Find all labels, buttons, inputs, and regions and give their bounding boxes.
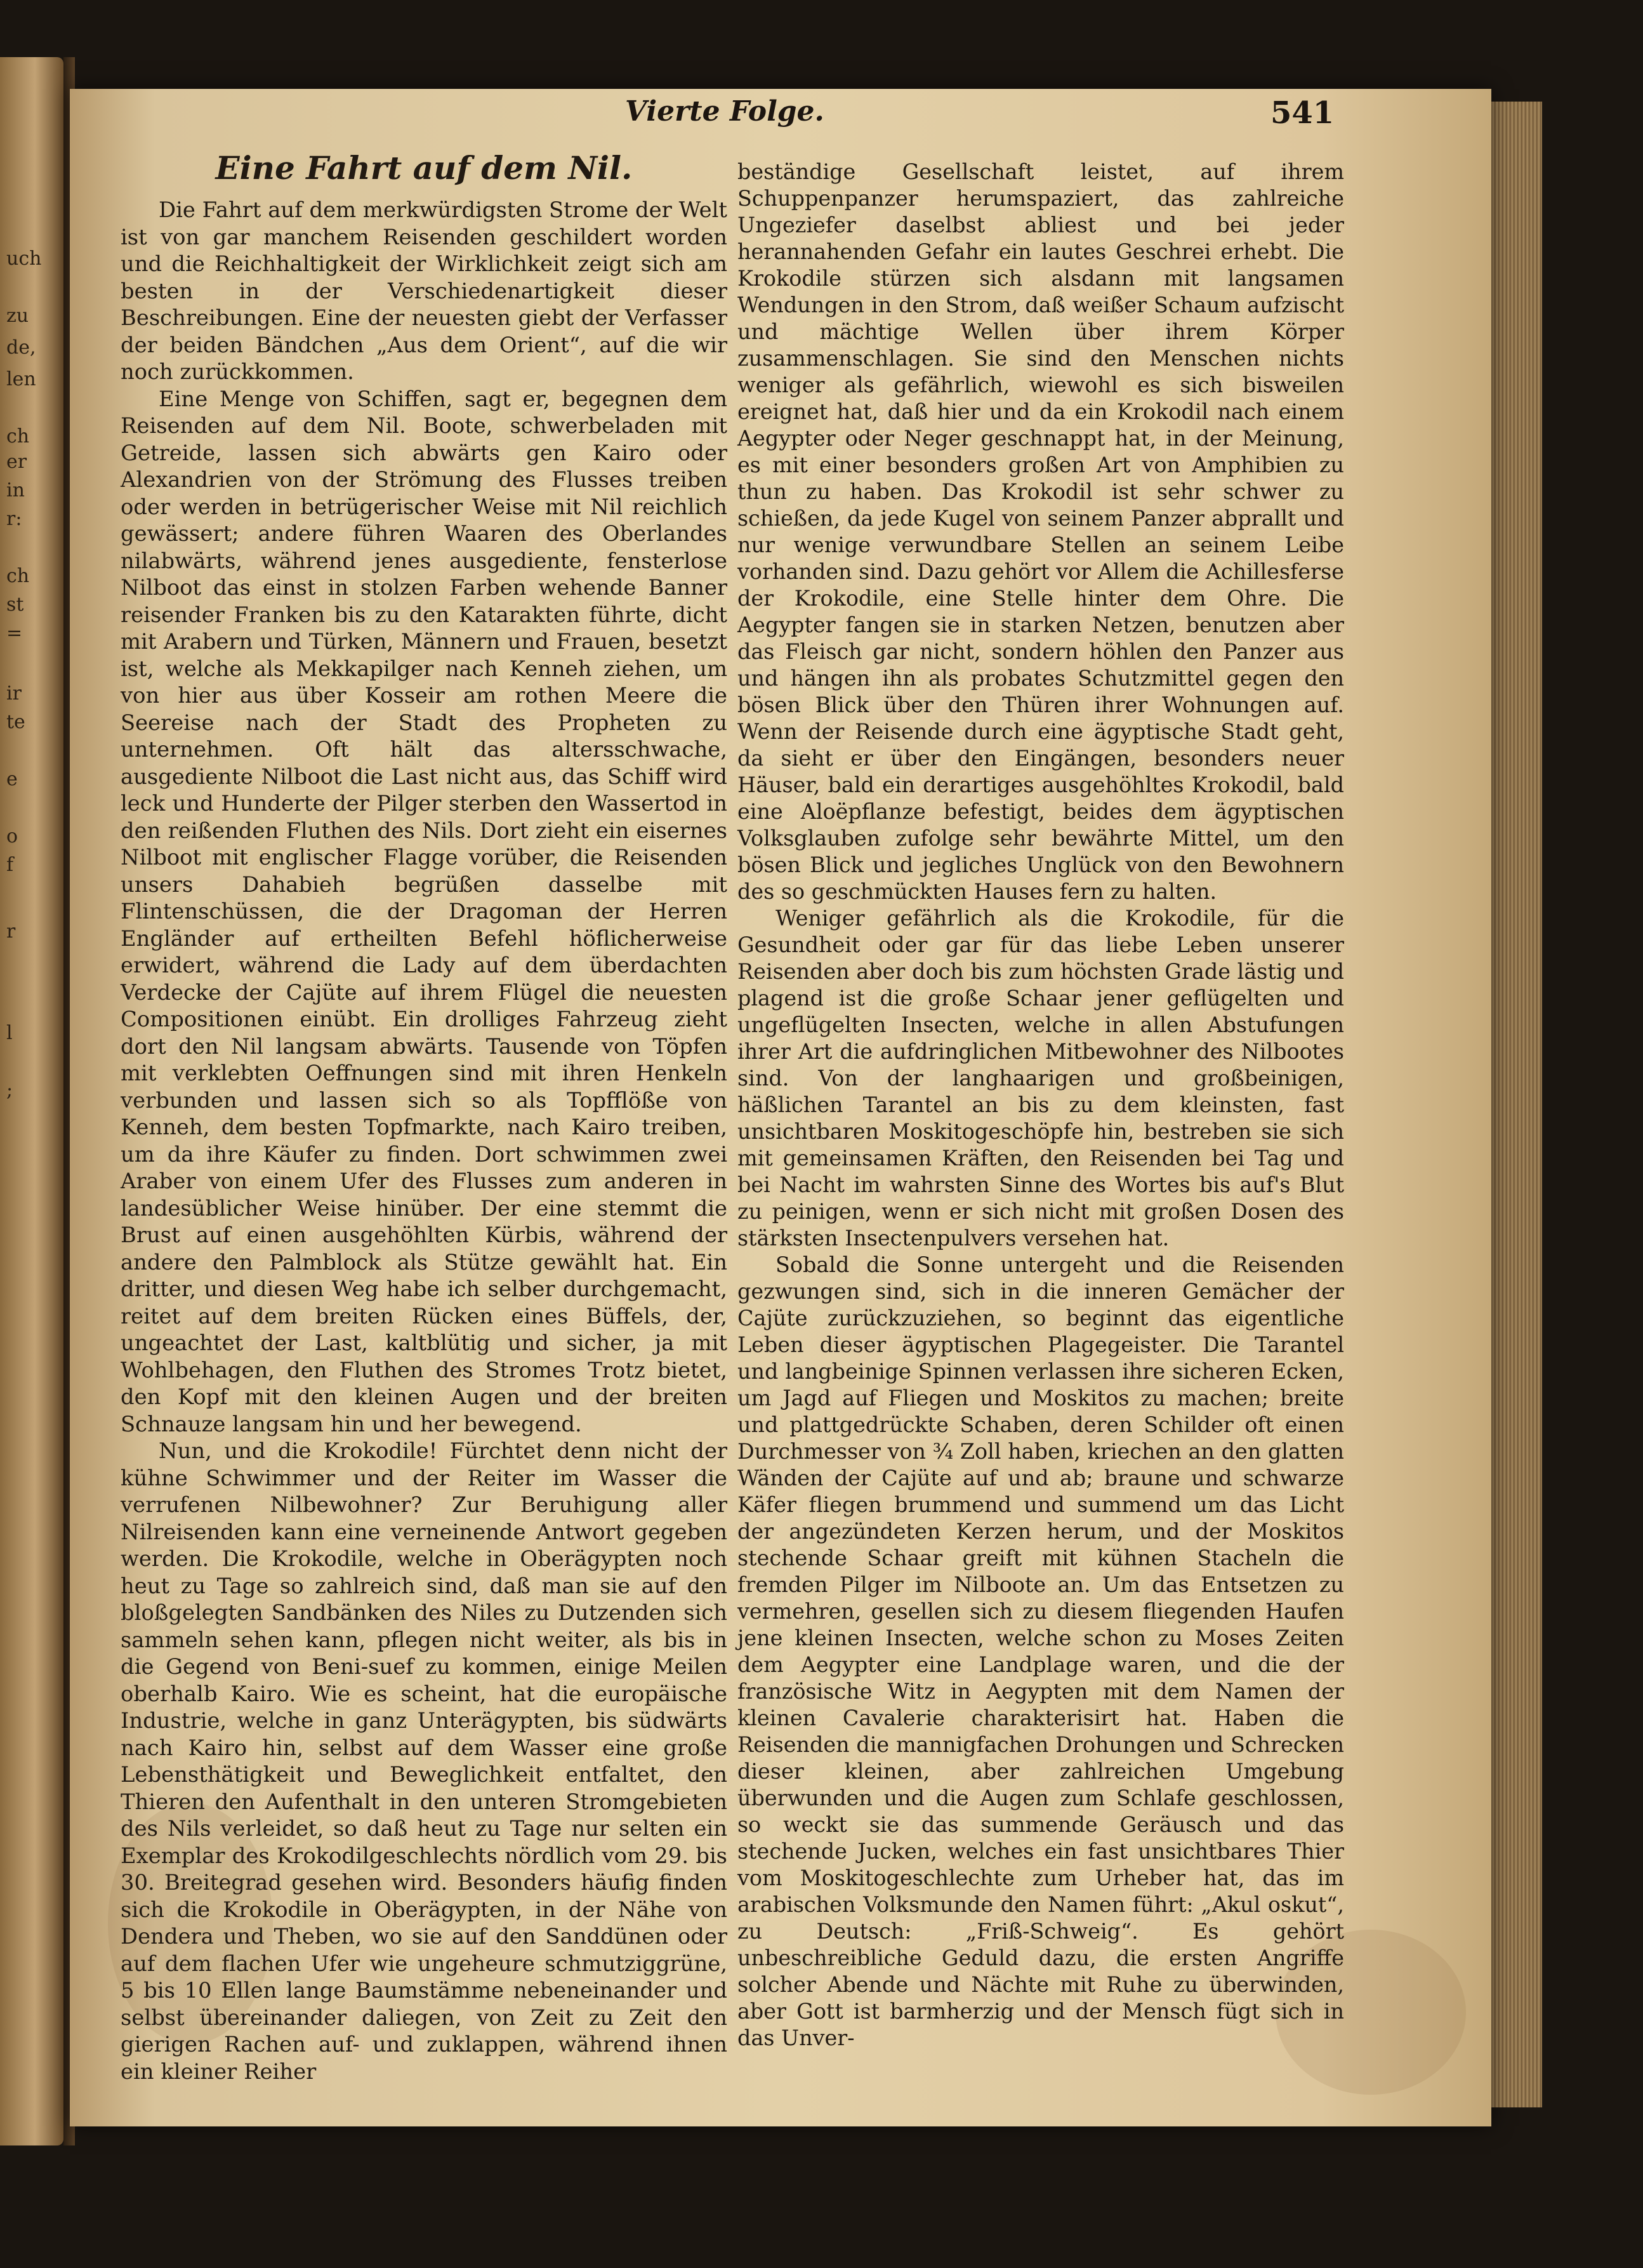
page-number: 541 (1270, 95, 1335, 131)
prev-page-fragment: uch (6, 248, 42, 270)
prev-page-fragment: ; (6, 1079, 13, 1101)
prev-page-fragment: f (6, 854, 14, 876)
prev-page-fragment: ch (6, 425, 30, 448)
left-column (121, 149, 727, 2085)
right-column (737, 159, 1344, 2052)
paragraph: beständige Gesellschaft leistet, auf ihrem Schuppenpanzer herumspaziert, das zahlreiche Ungeziefer daselbst abliest und bei jeder herannahenden Gefahr ein lautes Geschrei erhebt. Die Krokodile stürzen sich alsdann mit langsamen Wendungen in den Strom, daß weißer Schaum aufzischt und mächtige Wellen über ihrem Körper zusammenschlagen. Sie sind den Menschen nichts weniger als gefährlich, wiewohl es sich bisweilen ereignet hat, daß hier und da ein Krokodil nach einem Aegypter oder Neger geschnappt hat, in der Meinung, es mit einer besonders großen Art von Amphibien zu thun zu haben. Das Krokodil ist sehr schwer zu schießen, da jede Kugel von seinem Panzer abprallt und nur wenige verwundbare Stellen an seinem Leibe vorhanden sind. Dazu gehört vor Allem die Achillesferse der Krokodile, eine Stelle hinter dem Ohre. Die Aegypter fangen sie in starken Netzen, benutzen aber das Fleisch gar nicht, sondern höhlen den Panzer aus und hängen ihn als probates Schutzmittel gegen den bösen Blick über den Thüren ihrer Wohnungen auf. Wenn der Reisende durch eine ägyptische Stadt geht, da sieht er über den Eingängen, besonders neuer Häuser, bald ein derartiges ausgehöhltes Krokodil, bald eine Aloëpflanze befestigt, beides dem ägyptischen Volksglauben zufolge sehr bewährte Mittel, um den bösen Blick und jegliches Unglück von den Bewohnern des so geschmückten Hauses fern zu halten. (737, 159, 1344, 904)
prev-page-fragment: o (6, 825, 18, 847)
prev-page-fragment: r (6, 920, 16, 943)
prev-page-fragment: ch (6, 565, 30, 587)
prev-page-fragment: in (6, 479, 25, 501)
paragraph: Die Fahrt auf dem merkwürdigsten Strome der Welt ist von gar manchem Reisenden geschildert worden und die Reichhaltigkeit der Wirklichkeit zeigt sich am besten in der Verschiedenartigkeit dieser Beschreibungen. Eine der neuesten giebt der Verfasser der beiden Bändchen „Aus dem Orient“, auf die wir noch zurückkommen. (121, 197, 727, 384)
page-stack-edge (1491, 102, 1542, 2107)
prev-page-fragment: e (6, 768, 18, 790)
prev-page-fragment: de, (6, 336, 36, 359)
prev-page-fragment: ir (6, 682, 22, 705)
paragraph: Sobald die Sonne untergeht und die Reisenden gezwungen sind, sich in die inneren Gemächer der Cajüte zurückzuziehen, so beginnt das eigentliche Leben dieser ägyptischen Plagegeister. Die Tarantel und langbeinige Spinnen verlassen ihre sicheren Ecken, um Jagd auf Fliegen und Moskitos zu machen; breite und plattgedrückte Schaben, deren Schilder oft einen Durchmesser von ¾ Zoll haben, kriechen an den glatten Wänden der Cajüte auf und ab; braune und schwarze Käfer fliegen brummend und summend um das Licht der angezündeten Kerzen herum, und der Moskitos stechende Schaar greift mit kühnen Stacheln die fremden Pilger im Nilboote an. Um das Entsetzen zu vermehren, gesellen sich zu diesem fliegenden Haufen jene kleinen Insecten, welche schon zu Moses Zeiten dem Aegypter eine Landplage waren, und die der französische Witz in Aegypten mit dem Namen der kleinen Cavalerie charakterisirt hat. Haben die Reisenden die mannigfachen Drohungen und Schrecken dieser kleinen, aber zahlreichen Umgebung überwunden und die Augen zum Schlafe geschlossen, so weckt sie das summende Geräusch und das stechende Jucken, welches ein fast unsichtbares Thier vom Moskitogeschlechte zum Urheber hat, das im arabischen Volksmunde den Namen führt: „Akul oskut“, zu Deutsch: „Friß-Schweig“. Es gehört unbeschreibliche Geduld dazu, die ersten Angriffe solcher Abende und Nächte mit Ruhe zu überwinden, aber Gott ist barmherzig und der Mensch fügt sich in das Unver- (737, 1252, 1344, 2050)
paragraph: Eine Menge von Schiffen, sagt er, begegnen dem Reisenden auf dem Nil. Boote, schwerbeladen mit Getreide, lassen sich abwärts gen Kairo oder Alexandrien von der Strömung des Flusses treiben oder werden in betrügerischer Weise mit Nil reichlich gewässert; andere führen Waaren des Oberlandes nilabwärts, während jenes ausgediente, fensterlose Nilboot das einst in stolzen Farben wehende Banner reisender Franken bis zu den Katarakten führte, dicht mit Arabern und Türken, Männern und Frauen, besetzt ist, welche als Mekkapilger nach Kenneh ziehen, um von hier aus über Kosseir am rothen Meere die Seereise nach der Stadt des Propheten zu unternehmen. Oft hält das altersschwache, ausgediente Nilboot die Last nicht aus, das Schiff wird leck und Hunderte der Pilger sterben den Wassertod in den reißenden Fluthen des Nils. Dort zieht ein eisernes Nilboot mit englischer Flagge vorüber, die Reisenden unsers Dahabieh begrüßen dasselbe mit Flintenschüssen, die der Dragoman der Herren Engländer auf ertheilten Befehl höflicherweise erwidert, während die Lady auf dem überdachten Verdecke der Cajüte auf ihrem Flügel die neuesten Compositionen einübt. Ein drolliges Fahrzeug zieht dort den Nil langsam abwärts. Tausende von Töpfen mit verklebten Oeffnungen sind mit ihren Henkeln verbunden und lassen sich so als Topfflöße von Kenneh, dem besten Topfmarkte, nach Kairo treiben, um da ihre Käufer zu finden. Dort schwimmen zwei Araber von einem Ufer des Flusses zum anderen in landesüblicher Weise hinüber. Der eine stemmt die Brust auf einen ausgehöhlten Kürbis, während der andere den Palmblock als Stütze gewählt hat. Ein dritter, und diesen Weg habe ich selber durchgemacht, reitet auf dem breiten Rücken eines Büffels, der, ungeachtet der Last, kaltblütig und sicher, ja mit Wohlbehagen, den Fluthen des Stromes Trotz bietet, den Kopf mit den kleinen Augen und der breiten Schnauze langsam hin und her bewegend. (121, 386, 727, 1436)
prev-page-fragment: zu (6, 305, 29, 327)
paragraph: Weniger gefährlich als die Krokodile, für die Gesundheit oder gar für das liebe Leben unserer Reisenden aber doch bis zum höchsten Grade lästig und plagend ist die große Schaar jener geflügelten und ungeflügelten Insecten, welche in allen Abstufungen ihrer Art die aufdringlichen Mitbewohner des Nilbootes sind. Von der langhaarigen und großbeinigen, häßlichen Tarantel an bis zu dem kleinsten, fast unsichtbaren Moskitogeschöpfe hin, bestreben sie sich mit gemeinsamen Kräften, den Reisenden bei Tag und bei Nacht im wahrsten Sinne des Wortes bis auf's Blut zu peinigen, wenn er sich nicht mit großen Dosen des stärksten Insectenpulvers versehen hat. (737, 906, 1344, 1250)
running-head-title: Vierte Folge. (625, 95, 824, 128)
prev-page-fragment: st (6, 594, 24, 616)
article-title: Eine Fahrt auf dem Nil. (215, 149, 633, 187)
paragraph: Nun, und die Krokodile! Fürchtet denn nicht der kühne Schwimmer und der Reiter im Wasser die verrufenen Nilbewohner? Zur Beruhigung aller Nilreisenden kann eine verneinende Antwort gegeben werden. Die Krokodile, welche in Oberägypten noch heut zu Tage so zahlreich sind, daß man sie auf den bloßgelegten Sandbänken des Niles zu Dutzenden sich sammeln sehen kann, pflegen nicht weiter, als bis in die Gegend von Beni-suef zu kommen, einige Meilen oberhalb Kairo. Wie es scheint, hat die europäische Industrie, welche in ganz Unterägypten, bis südwärts nach Kairo hin, selbst auf dem Wasser eine große Lebensthätigkeit und Beweglichkeit entfaltet, den Thieren den Aufenthalt in den unteren Stromgebieten des Nils verleidet, so daß heut zu Tage nur selten ein Exemplar des Krokodilgeschlechts nördlich vom 29. bis 30. Breitegrad gesehen wird. Besonders häufig finden sich die Krokodile in Oberägypten, in der Nähe von Dendera und Theben, wo sie auf den Sanddünen oder auf dem flachen Ufer wie ungeheure schmutziggrüne, 5 bis 10 Ellen lange Baumstämme nebeneinander und selbst übereinander daliegen, von Zeit zu Zeit den gierigen Rachen auf- und zuklappen, während ihnen ein kleiner Reiher (121, 1438, 727, 2084)
prev-page-fragment: = (6, 622, 23, 644)
prev-page-fragment: er (6, 451, 27, 473)
previous-page-edge (0, 57, 63, 2145)
prev-page-fragment: l (6, 1022, 13, 1044)
prev-page-fragment: r: (6, 508, 22, 530)
prev-page-fragment: len (6, 368, 36, 390)
prev-page-fragment: te (6, 711, 25, 733)
